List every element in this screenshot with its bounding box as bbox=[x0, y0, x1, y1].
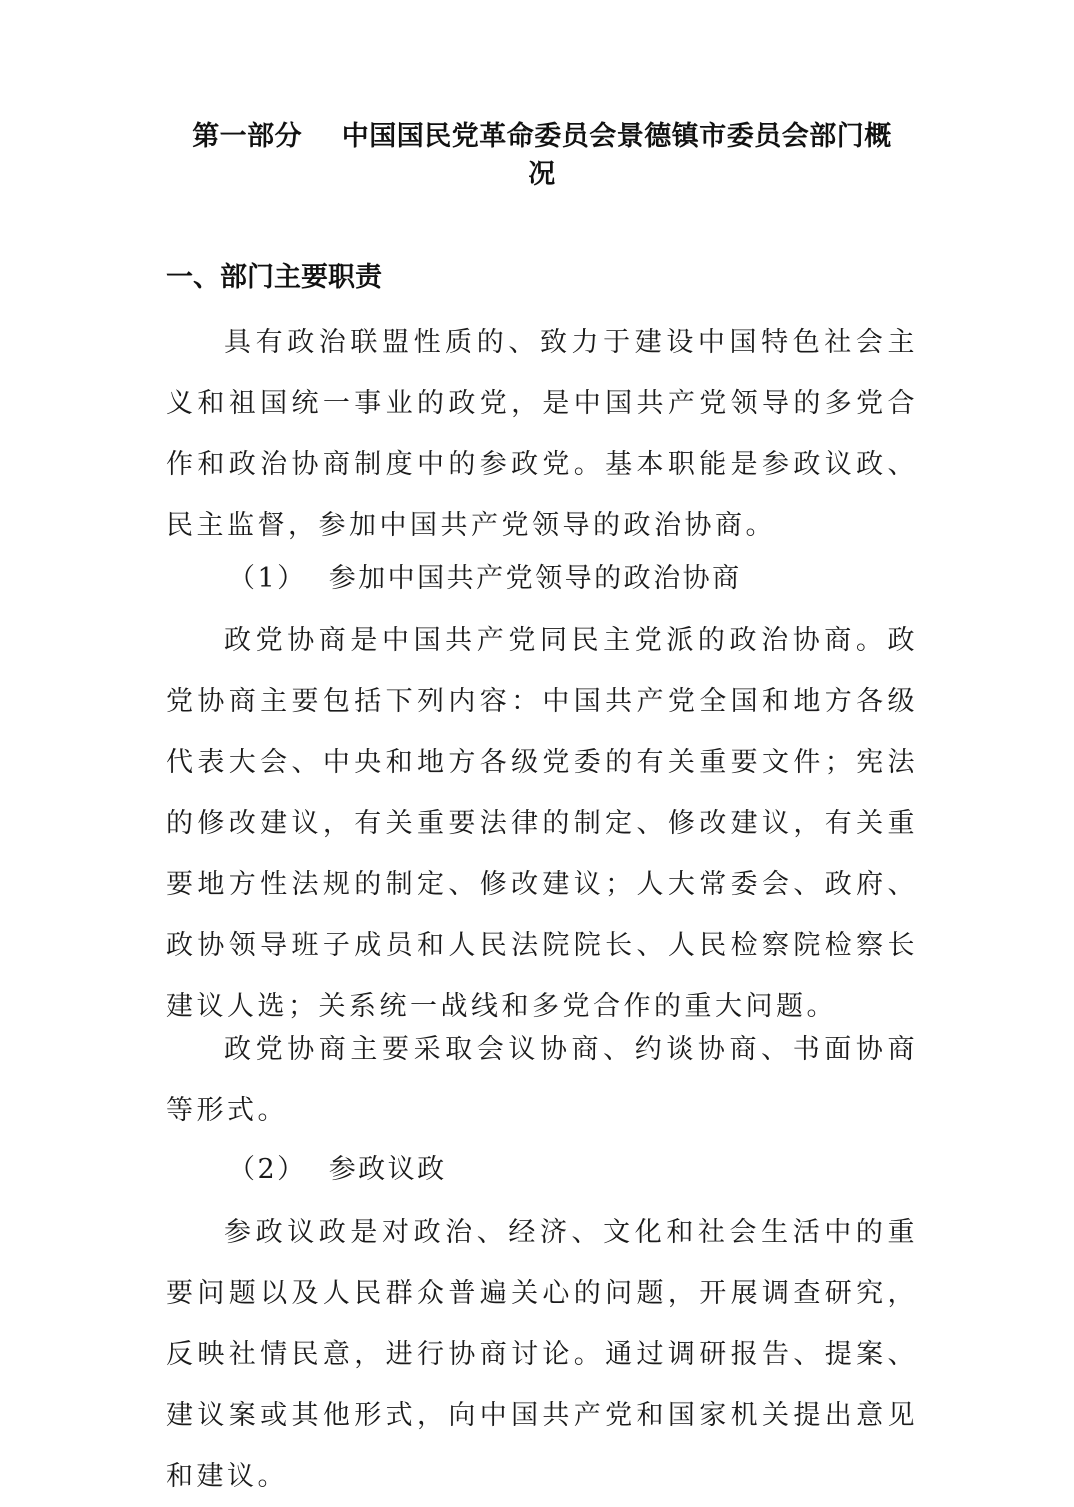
subheading-text: 参加中国共产党领导的政治协商 bbox=[328, 563, 742, 594]
subheading-political-consultation bbox=[228, 548, 742, 609]
subheading-number: （1） bbox=[228, 563, 307, 594]
paragraph-consultation-content: 政党协商是中国共产党同民主党派的政治协商。政党协商主要包括下列内容：中国共产党全国和地方各级代表大会、中央和地方各级党委的有关重要文件；宪法的修改建议，有关重要法律的制定、修改建议，有关重要地方性法规的制定、修改建议；人大常委会、政府、政协领导班子成员和人民法院院长、人民检察院检察长建议人选；关系统一战线和多党合作的重大问题。 bbox=[166, 625, 918, 1022]
subheading-participation bbox=[228, 1139, 447, 1200]
paragraph-consultation-forms: 政党协商主要采取会议协商、约谈协商、书面协商等形式。 bbox=[166, 1034, 918, 1126]
subheading-text: 参政议政 bbox=[328, 1154, 447, 1185]
title-line-2: 况 bbox=[528, 159, 556, 190]
subheading-number: （2） bbox=[228, 1154, 307, 1185]
paragraph-participation-content: 参政议政是对政治、经济、文化和社会生活中的重要问题以及人民群众普遍关心的问题，开展调查研究，反映社情民意，进行协商讨论。通过调研报告、提案、建议案或其他形式，向中国共产党和国家机关提出意见和建议。 bbox=[166, 1217, 918, 1492]
paragraph-party-nature: 具有政治联盟性质的、致力于建设中国特色社会主义和祖国统一事业的政党，是中国共产党领导的多党合作和政治协商制度中的参政党。基本职能是参政议政、民主监督，参加中国共产党领导的政治协商。 bbox=[166, 327, 918, 541]
title-line-1: 第一部分 中国国民党革命委员会景德镇市委员会部门概 bbox=[192, 121, 892, 152]
document-title bbox=[168, 118, 916, 194]
section-heading-duties: 一、部门主要职责 bbox=[166, 262, 382, 293]
